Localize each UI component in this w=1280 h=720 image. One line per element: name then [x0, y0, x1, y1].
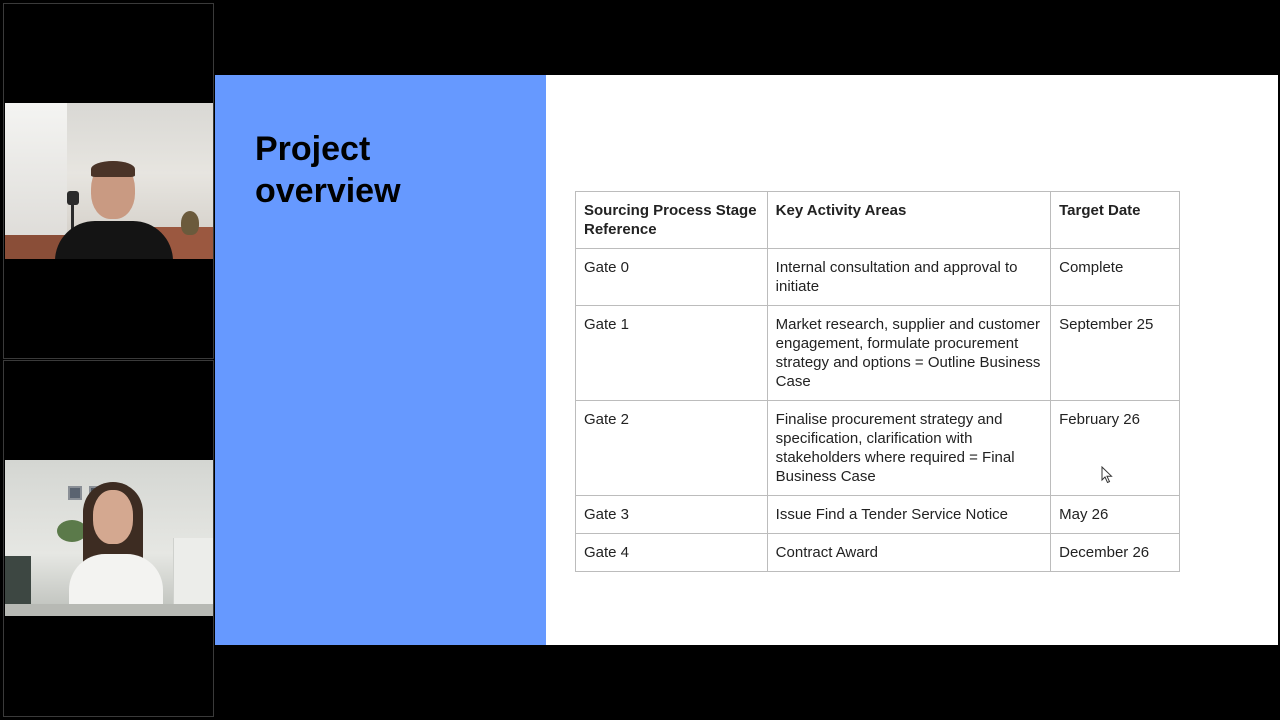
table-row — [576, 496, 1180, 534]
slide-accent-panel — [215, 75, 546, 645]
pineapple-decor — [181, 211, 199, 235]
cell-activity: Contract Award — [767, 534, 1050, 572]
cell-stage: Gate 0 — [576, 249, 768, 306]
participant-tile-2[interactable] — [3, 360, 214, 717]
header-stage-reference: Sourcing Process Stage Reference — [576, 192, 768, 249]
slide-title: Project overview — [255, 130, 401, 210]
cell-activity: Finalise procurement strategy and specification, clarification with stakeholders where required = Final Business Case — [767, 401, 1050, 496]
cell-activity: Market research, supplier and customer engagement, formulate procurement strategy and options = Outline Business Case — [767, 306, 1050, 401]
table-row — [576, 534, 1180, 572]
cell-date: Complete — [1051, 249, 1180, 306]
cell-stage: Gate 2 — [576, 401, 768, 496]
wall-picture — [68, 486, 82, 500]
cell-date: December 26 — [1051, 534, 1180, 572]
mouse-pointer-icon — [1101, 466, 1113, 484]
participant-hair — [91, 161, 135, 177]
cell-activity: Internal consultation and approval to initiate — [767, 249, 1050, 306]
participant-video-1 — [5, 103, 213, 259]
participant-tile-1[interactable] — [3, 3, 214, 359]
participant-video-2 — [5, 460, 213, 616]
cell-date: May 26 — [1051, 496, 1180, 534]
header-target-date: Target Date — [1051, 192, 1180, 249]
table-row — [576, 306, 1180, 401]
cell-activity: Issue Find a Tender Service Notice — [767, 496, 1050, 534]
cell-stage: Gate 4 — [576, 534, 768, 572]
table-row — [576, 401, 1180, 496]
cell-stage: Gate 3 — [576, 496, 768, 534]
participant-head — [93, 490, 133, 544]
cell-stage: Gate 1 — [576, 306, 768, 401]
project-overview-table — [575, 191, 1180, 572]
cell-date: February 26 — [1051, 401, 1180, 496]
table-row — [576, 249, 1180, 306]
header-key-activity: Key Activity Areas — [767, 192, 1050, 249]
cell-date: September 25 — [1051, 306, 1180, 401]
room-window — [5, 103, 67, 253]
room-desk — [5, 604, 213, 616]
participant-strip — [0, 0, 215, 720]
table-header-row — [576, 192, 1180, 249]
shared-slide — [215, 75, 1278, 645]
